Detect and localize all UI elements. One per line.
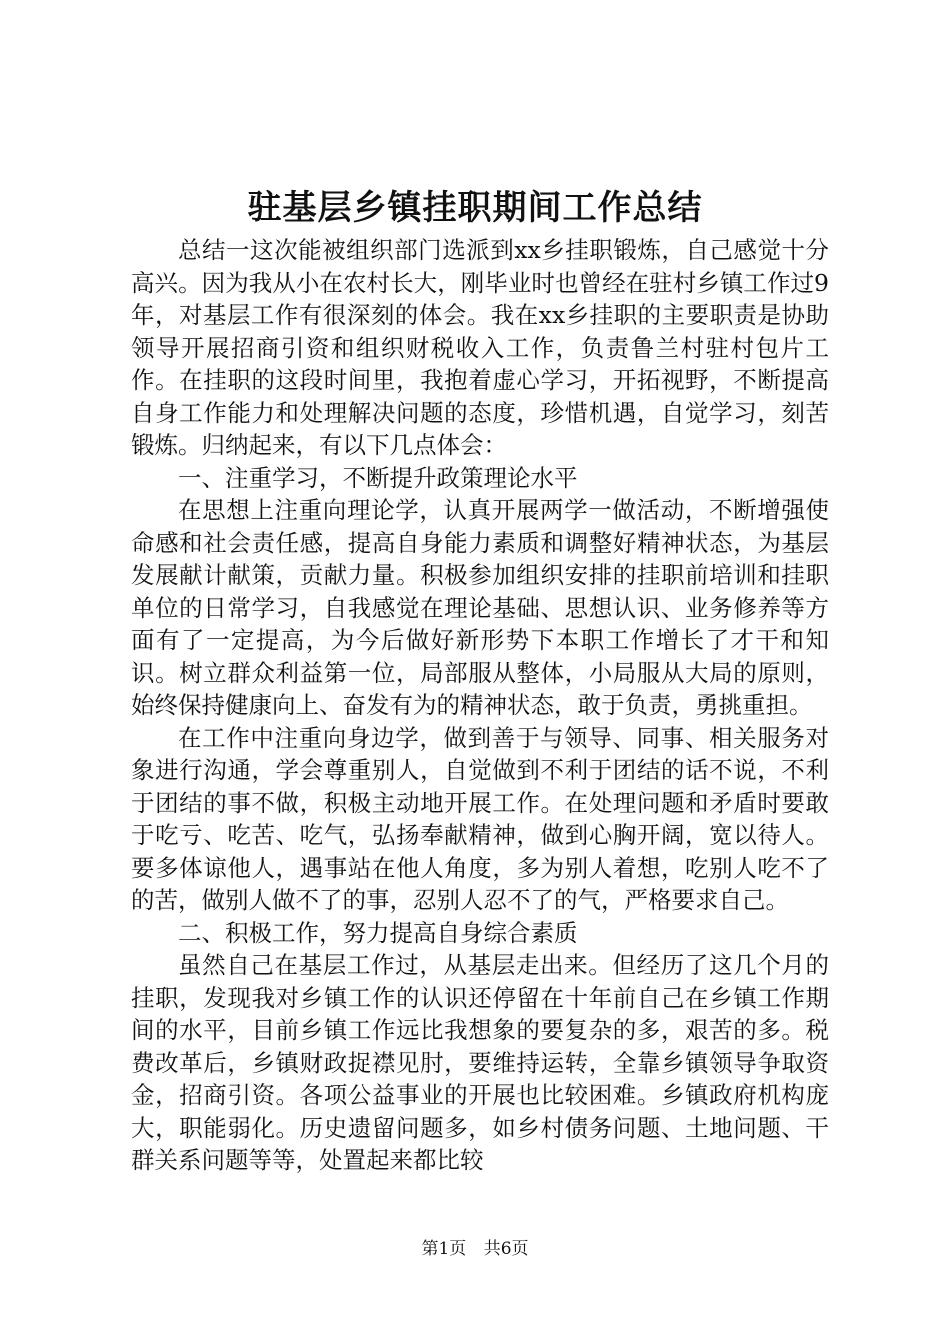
page-footer <box>0 1238 950 1260</box>
document-body <box>131 234 829 1177</box>
intro-paragraph: 总结一这次能被组织部门选派到xx乡挂职锻炼，自己感觉十分高兴。因为我从小在农村长大，刚毕业时也曾经在驻村乡镇工作过9年，对基层工作有很深刻的体会。我在xx乡挂职的主要职责是协助领导开展招商引资和组织财税收入工作，负责鲁兰村驻村包片工作。在挂职的这段时间里，我抱着虚心学习，开拓视野，不断提高自身工作能力和处理解决问题的态度，珍惜机遇，自觉学习，刻苦锻炼。归纳起来，有以下几点体会： <box>131 236 829 459</box>
body-paragraph: 在思想上注重向理论学，认真开展两学一做活动，不断增强使命感和社会责任感，提高自身能力素质和调整好精神状态，为基层发展献计献策，贡献力量。积极参加组织安排的挂职前培训和挂职单位的日常学习，自我感觉在理论基础、思想认识、业务修养等方面有了一定提高，为今后做好新形势下本职工作增长了才干和知识。树立群众利益第一位，局部服从整体，小局服从大局的原则，始终保持健康向上、奋发有为的精神状态，敢于负责，勇挑重担。 <box>131 496 829 719</box>
section-heading-1: 一、注重学习，不断提升政策理论水平 <box>178 463 578 492</box>
section-heading-2: 二、积极工作，努力提高自身综合素质 <box>178 918 578 947</box>
body-paragraph: 虽然自己在基层工作过，从基层走出来。但经历了这几个月的挂职，发现我对乡镇工作的认识还停留在十年前自己在乡镇工作期间的水平，目前乡镇工作远比我想象的要复杂的多，艰苦的多。税费改革后，乡镇财政捉襟见肘，要维持运转，全靠乡镇领导争取资金，招商引资。各项公益事业的开展也比较困难。乡镇政府机构庞大，职能弱化。历史遗留问题多，如乡村债务问题、土地问题、干群关系问题等等，处置起来都比较 <box>131 951 829 1174</box>
body-paragraph: 在工作中注重向身边学，做到善于与领导、同事、相关服务对象进行沟通，学会尊重别人，自觉做到不利于团结的话不说，不利于团结的事不做，积极主动地开展工作。在处理问题和矛盾时要敢于吃亏、吃苦、吃气，弘扬奉献精神，做到心胸开阔，宽以待人。要多体谅他人，遇事站在他人角度，多为别人着想，吃别人吃不了的苦，做别人做不了的事，忍别人忍不了的气，严格要求自己。 <box>131 723 829 914</box>
document-title: 驻基层乡镇挂职期间工作总结 <box>247 188 703 228</box>
page-total: 共6页 <box>483 1239 529 1259</box>
page-number: 第1页 <box>421 1239 467 1259</box>
